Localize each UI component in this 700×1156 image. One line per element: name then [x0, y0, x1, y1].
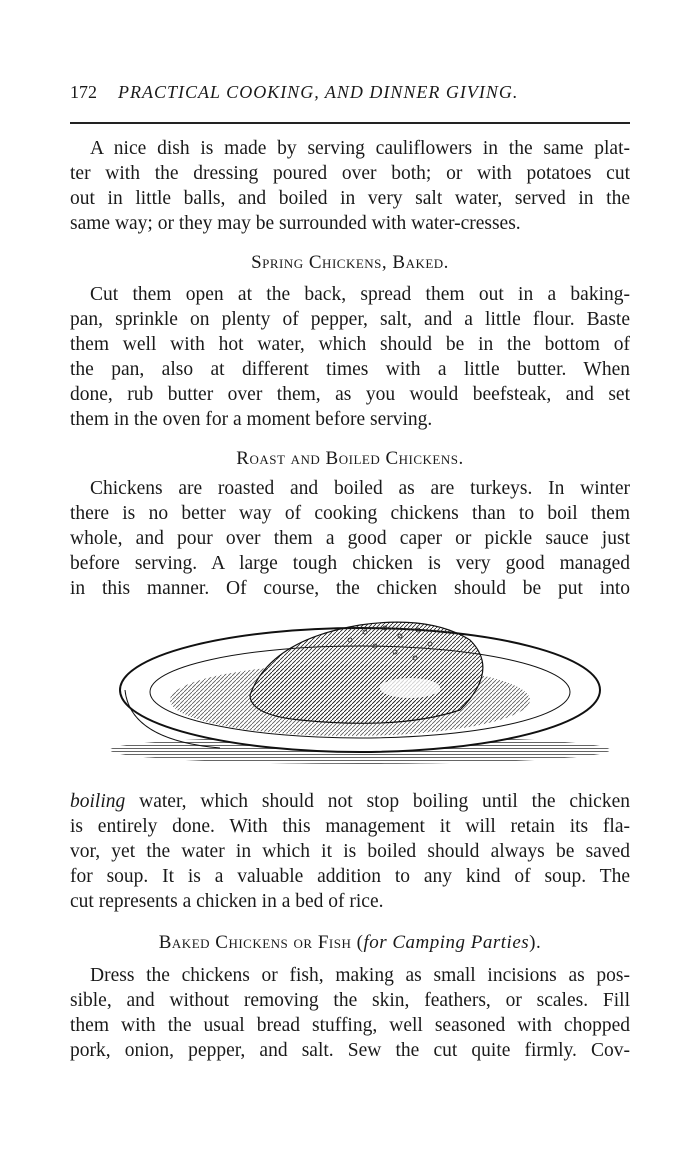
- section-heading-roast-boiled: Roast and Boiled Chickens.: [236, 448, 464, 469]
- running-title: PRACTICAL COOKING, AND DINNER GIVING.: [118, 82, 519, 102]
- text-line: is entirely done. With this management it will retain its fla-: [70, 816, 630, 837]
- text-line: the pan, also at different times with a little butter. When: [70, 359, 630, 380]
- heading-end: ).: [529, 932, 542, 953]
- text-line: out in little balls, and boiled in very salt water, served in the: [70, 188, 630, 209]
- text-line: [70, 789, 630, 814]
- text-line: same way; or they may be surrounded with water-cresses.: [70, 213, 521, 234]
- heading-italic: for Camping Parties: [363, 932, 530, 953]
- text-line: Dress the chickens or fish, making as small incisions as pos-: [90, 965, 630, 986]
- section-heading-spring-chickens: Spring Chickens, Baked.: [251, 252, 449, 273]
- italic-word: boiling: [70, 791, 126, 812]
- text-line: A nice dish is made by serving cauliflowers in the same plat-: [90, 138, 630, 159]
- text-line: them in the oven for a moment before serving.: [70, 409, 433, 430]
- text-line: done, rub butter over them, as you would beefsteak, and set: [70, 384, 630, 405]
- text-line: Cut them open at the back, spread them out in a baking-: [90, 284, 630, 305]
- paragraph-boiling: [70, 789, 630, 914]
- text-line: vor, yet the water in which it is boiled should always be saved: [70, 841, 630, 862]
- paragraph-cauliflower: [70, 136, 630, 236]
- text-line: cut represents a chicken in a bed of rice.: [70, 891, 384, 912]
- text-line: ter with the dressing poured over both; or with potatoes cut: [70, 163, 630, 184]
- text-line: for soup. It is a valuable addition to any kind of soup. The: [70, 866, 630, 887]
- text-line: in this manner. Of course, the chicken should be put into: [70, 578, 630, 599]
- section-heading-baked-chickens-fish: [70, 932, 630, 954]
- chicken-in-rice-illustration: [100, 600, 620, 775]
- text-line: sible, and without removing the skin, feathers, or scales. Fill: [70, 990, 630, 1011]
- text-line: them well with hot water, which should be in the bottom of: [70, 334, 630, 355]
- text-line: before serving. A large tough chicken is very good managed: [70, 553, 630, 574]
- text-fragment: water, which should not stop boiling until the chicken: [125, 791, 630, 812]
- text-line: Chickens are roasted and boiled as are turkeys. In winter: [90, 478, 630, 499]
- header-rule: [70, 122, 630, 124]
- text-line: whole, and pour over them a good caper or pickle sauce just: [70, 528, 630, 549]
- text-line: pan, sprinkle on plenty of pepper, salt, and a little flour. Baste: [70, 309, 630, 330]
- paragraph-spring-chickens: [70, 282, 630, 432]
- text-line: them with the usual bread stuffing, well seasoned with chopped: [70, 1015, 630, 1036]
- paragraph-roast-boiled: [70, 476, 630, 601]
- text-line: there is no better way of cooking chickens than to boil them: [70, 503, 630, 524]
- paragraph-baked-chickens-fish: [70, 963, 630, 1063]
- heading-main: Baked Chickens or Fish (: [158, 932, 364, 953]
- page-number: 172: [70, 82, 97, 102]
- text-line: pork, onion, pepper, and salt. Sew the cut quite firmly. Cov-: [70, 1040, 630, 1061]
